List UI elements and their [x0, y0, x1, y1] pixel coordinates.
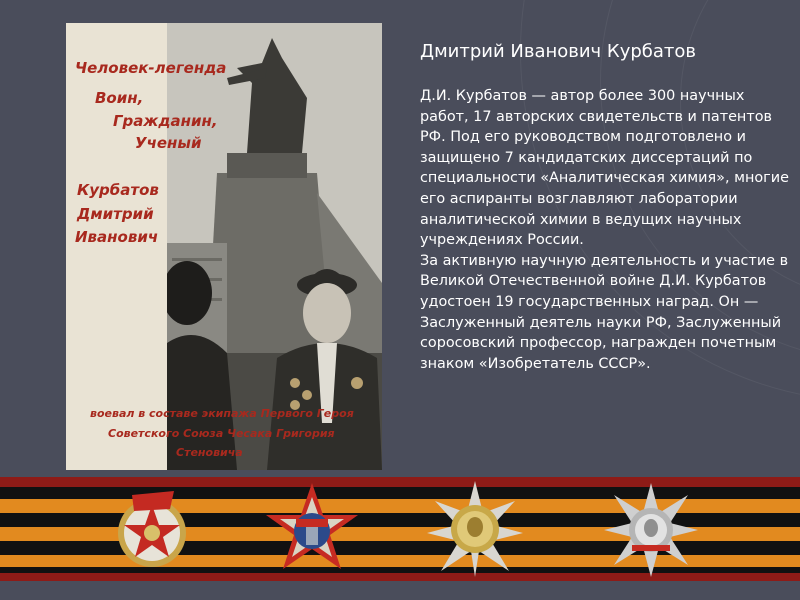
biography-text	[420, 86, 795, 374]
portrait-photo	[167, 23, 382, 470]
october-revolution-order-icon	[262, 479, 362, 579]
card-line-scientist: Ученый	[135, 134, 202, 152]
page-title: Дмитрий Иванович Курбатов	[420, 41, 697, 62]
photo-card	[66, 23, 382, 470]
red-banner-order-icon	[112, 485, 192, 575]
card-caption-line3: Стеновича	[176, 446, 243, 459]
card-heading: Человек-легенда	[75, 59, 227, 77]
card-line-warrior: Воин,	[95, 89, 144, 107]
bottom-band	[0, 581, 800, 600]
biography-paragraph-1: Д.И. Курбатов — автор более 300 научных работ, 17 авторских свидетельств и патентов РФ. Под его руководством подготовлено и защищено 7 кандидатских диссертаций по специальности «Аналитическая химия», многие его аспиранты возглавляют лаборатории аналитической химии в ведущих научных учреждениях России.	[420, 88, 789, 249]
card-caption-line1: воевал в составе экипажа Первого Героя	[90, 407, 354, 420]
card-surname: Курбатов	[77, 181, 159, 199]
st-george-ribbon	[0, 477, 800, 581]
card-caption-line2: Советского Союза Чесака Григория	[108, 427, 335, 440]
suvorov-order-icon	[425, 479, 525, 579]
kutuzov-order-icon	[602, 481, 700, 579]
monument-photo-art	[167, 23, 382, 470]
card-line-citizen: Гражданин,	[113, 112, 218, 130]
card-first-name: Дмитрий	[77, 205, 154, 223]
biography-paragraph-2: За активную научную деятельность и участие в Великой Отечественной войне Д.И. Курбатов удостоен 19 государственных наград. Он — Заслуженный деятель науки РФ, Заслуженный соросовский профессор, награжден почетным знаком «Изобретатель СССР».	[420, 252, 789, 372]
card-patronymic: Иванович	[75, 228, 159, 246]
